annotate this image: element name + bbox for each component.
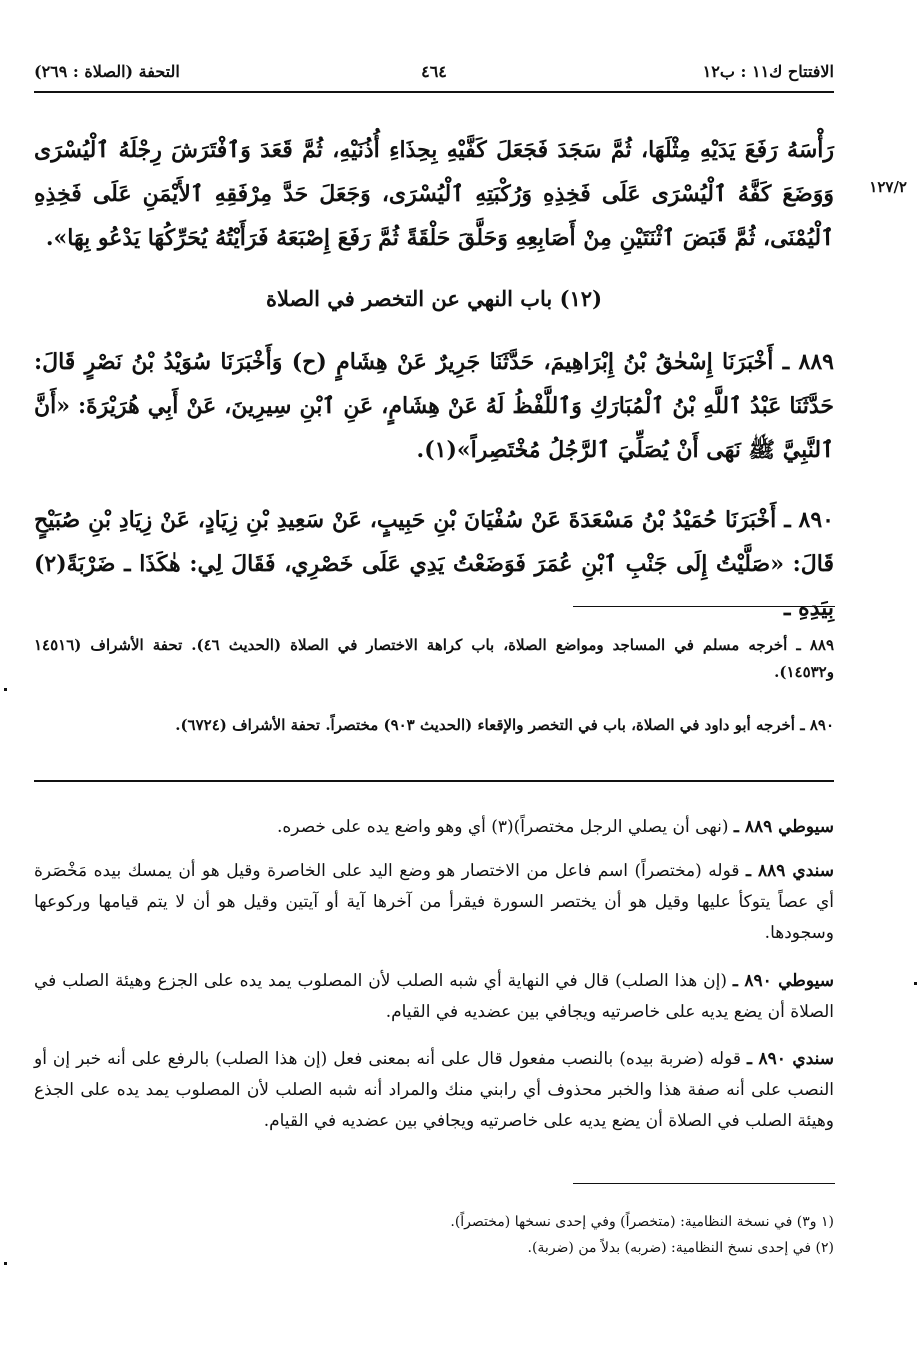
hadith-continuation: رَأْسَهُ رَفَعَ يَدَيْهِ مِثْلَهَا، ثُمَّ سَجَدَ فَجَعَلَ كَفَّيْهِ بِحِذَاءِ أُذُنَيْهِ، ثُمَّ قَعَدَ وَٱفْتَرَشَ رِجْلَهُ ٱلْيُسْرَى وَوَضَعَ كَفَّهُ ٱلْيُسْرَى عَلَى فَخِذِهِ وَرُكْبَتِهِ ٱلْيُسْرَى، وَجَعَلَ حَدَّ مِرْفَقِهِ ٱلأَيْمَنِ عَلَى فَخِذِهِ ٱلْيُمْنَى، ثُمَّ قَبَضَ ٱثْنَتَيْنِ مِنْ أَصَابِعِهِ وَحَلَّقَ حَلْقَةً ثُمَّ رَفَعَ إِصْبَعَهُ فَرَأَيْتُهُ يُحَرِّكُهَا يَدْعُو بِهَا».	[34, 137, 834, 251]
footnote-2: (٢) في إحدى نسخ النظامية: (ضربه) بدلاً من (ضربة).	[527, 1240, 834, 1256]
hadith-890	[34, 498, 834, 630]
commentary-suyuti-890	[34, 966, 834, 1028]
header-tuhfa-ref: التحفة (الصلاة : ٢٦٩)	[34, 62, 180, 81]
commentary-lead: سيوطي ٨٩٠ ـ	[732, 971, 834, 991]
page-number: ٤٦٤	[421, 62, 447, 81]
header-divider	[34, 91, 834, 93]
footnote-1-3: (١ و٣) في نسخة النظامية: (متخصراً) وفي إحدى نسخها (مختصراً).	[450, 1214, 834, 1230]
hadith-889	[34, 340, 834, 472]
takhrij-note-889: ٨٨٩ ـ أخرجه مسلم في المساجد ومواضع الصلاة، باب كراهة الاختصار في الصلاة (الحديث ٤٦). تحفة الأشراف (١٤٥١٦ و١٤٥٣٢).	[34, 636, 834, 681]
scan-speck	[4, 688, 7, 691]
commentary-lead: سيوطي ٨٨٩ ـ	[733, 817, 834, 837]
commentary-text: (إن هذا الصلب) قال في النهاية أي شبه الصلب لأن المصلوب يمد يده على الجزع وهيئة الصلب في الصلاة أن يضع يديه على خاصرتيه ويجافي بين عضديه في القيام.	[34, 971, 834, 1022]
scan-speck	[914, 982, 917, 985]
footnotes-divider	[573, 1183, 835, 1184]
takhrij-note-890: ٨٩٠ ـ أخرجه أبو داود في الصلاة، باب في التخصر والإقعاء (الحديث ٩٠٣) مختصراً. تحفة الأشراف (٦٧٢٤).	[175, 716, 834, 734]
commentary-sindi-890	[34, 1044, 834, 1137]
margin-reference-number: ١٢٧/٢	[869, 178, 907, 196]
hadith-text: أَخْبَرَنَا إِسْحٰقُ بْنُ إِبْرَاهِيمَ، حَدَّثَنَا جَرِيرٌ عَنْ هِشَامٍ (ح) وَأَخْبَرَنَا سُوَيْدُ بْنُ نَصْرٍ قَالَ: حَدَّثَنَا عَبْدُ ٱللَّهِ بْنُ ٱلْمُبَارَكِ وَٱللَّفْظُ لَهُ عَنْ هِشَامٍ، عَنِ ٱبْنِ سِيرِينَ، عَنْ أَبِي هُرَيْرَةَ: «أَنَّ ٱلنَّبِيَّ ﷺ نَهَى أَنْ يُصَلِّيَ ٱلرَّجُلُ مُخْتَصِراً»(١).	[34, 349, 835, 463]
notes-divider	[573, 606, 835, 607]
chapter-heading: (١٢) باب النهي عن التخصر في الصلاة	[265, 286, 603, 311]
commentary-suyuti-889	[34, 812, 834, 843]
commentary-divider	[34, 780, 834, 782]
page-header	[34, 62, 834, 92]
hadith-number: ٨٩٠ ـ	[784, 507, 834, 533]
commentary-text: قوله (مختصراً) اسم فاعل من الاختصار هو وضع اليد على الخاصرة وقيل هو أن يمسك بيده مَخْصَرة أي عصاً يتوكأ عليها وقيل هو أن يختصر السورة فيقرأ من آخرها آية أو آيتين وقيل هو أن لا يتم قيامها وركوعها وسجودها.	[34, 861, 834, 943]
scan-speck	[4, 1262, 7, 1265]
commentary-lead: سندي ٨٨٩ ـ	[745, 861, 834, 881]
commentary-lead: سندي ٨٩٠ ـ	[747, 1049, 834, 1069]
commentary-text: (نهى أن يصلي الرجل مختصراً)(٣) أي وهو واضع يده على خصره.	[277, 817, 729, 837]
header-chapter-ref: الافتتاح ك١١ : ب١٢	[702, 62, 834, 81]
commentary-sindi-889	[34, 856, 834, 949]
commentary-text: قوله (ضربة بيده) بالنصب مفعول قال على أنه بمعنى فعل (إن هذا الصلب) بالرفع على أنه خبر إن أو النصب على أنه صفة هذا والخبر محذوف أي رابني منك والمراد أنه شبه الصلب لأن المصلوب يمد يده على الجذع وهيئة الصلب في الصلاة أن يضع يديه على خاصرتيه ويجافي بين عضديه في القيام.	[34, 1049, 834, 1131]
hadith-number: ٨٨٩ ـ	[782, 349, 834, 375]
hadith-text: أَخْبَرَنَا حُمَيْدُ بْنُ مَسْعَدَةَ عَنْ سُفْيَانَ بْنِ حَبِيبٍ، عَنْ سَعِيدِ بْنِ زِيَادٍ، عَنْ زِيَادِ بْنِ صُبَيْحٍ قَالَ: «صَلَّيْتُ إِلَى جَنْبِ ٱبْنِ عُمَرَ فَوَضَعْتُ يَدِي عَلَى خَصْرِي، فَقَالَ لِي: هٰكَذَا ـ ضَرْبَةً(٢) بِيَدِهِ ـ	[34, 507, 834, 621]
